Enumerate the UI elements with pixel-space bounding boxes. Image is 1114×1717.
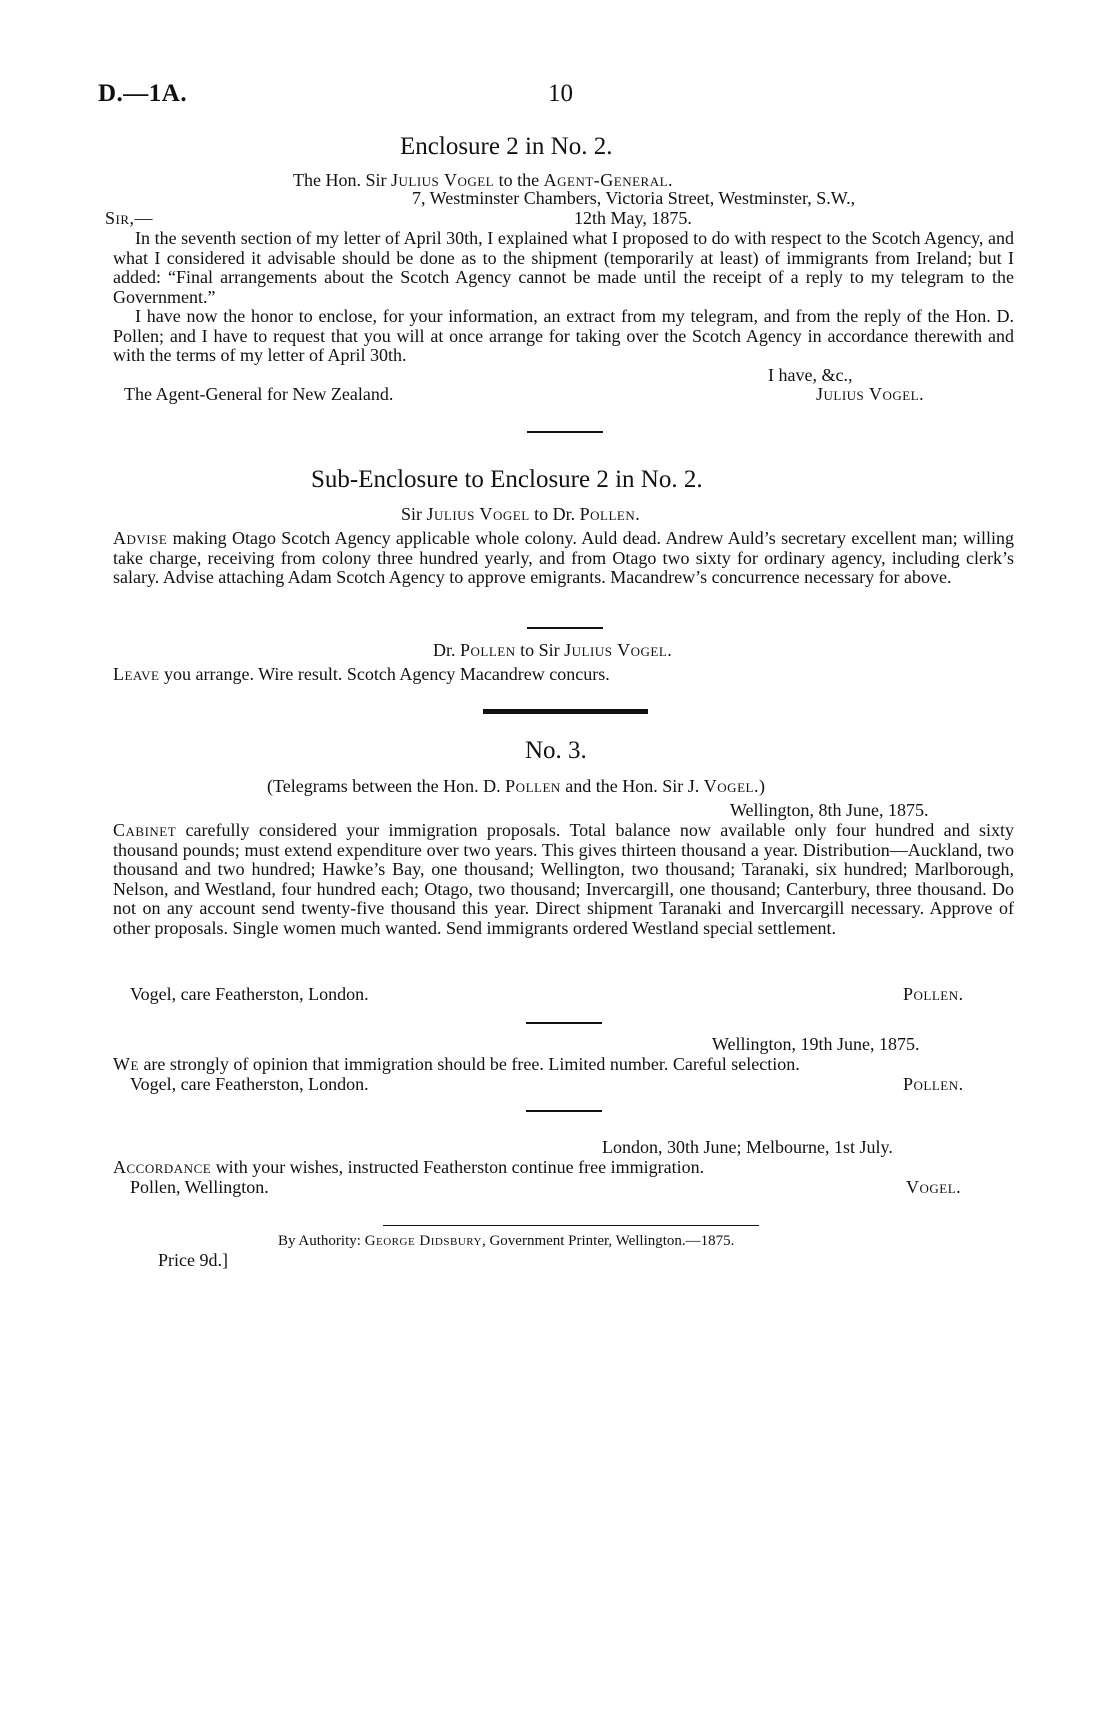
- tel2-lead: We: [113, 1054, 139, 1074]
- telegram-c-address: Pollen, Wellington.: [130, 1177, 269, 1197]
- major-divider: [483, 709, 648, 714]
- telegram-b-divider: [526, 1110, 602, 1112]
- telegram-a-address: Vogel, care Featherston, London.: [130, 984, 369, 1004]
- subtitle-pollen: Pollen: [505, 776, 561, 796]
- t2-body: you arrange. Wire result. Scotch Agency Macandrew concurs.: [159, 664, 610, 684]
- telegram-divider: [527, 627, 603, 629]
- telegram-b-address: Vogel, care Featherston, London.: [130, 1074, 369, 1094]
- telegram-b-text: [113, 1055, 800, 1075]
- telegram-2-header: [433, 641, 672, 661]
- authority-post: , Government Printer, Wellington.—1875.: [481, 1233, 735, 1249]
- tel1-lead: Cabinet: [113, 820, 177, 840]
- telegram-b-signature: Pollen.: [903, 1074, 964, 1094]
- tel1-body: carefully considered your immigration proposals. Total balance now available only four hundred and sixty thousand pounds; must extend expenditure over two years. This gives thirteen thousand a year. Distribution—Auckland, two thousand and two hundred; Hawke’s Bay, one thousand; Wellington, two thousand; Taranaki, six hundred; Marlborough, Nelson, and Westland, four hundred each; Otago, two thousand; Invercargill, one thousand; Canterbury, three thousand. Do not on any account send twenty-five thousand this year. Direct shipment Taranaki and Invercargill necessary. Approve of other proposals. Single women much wanted. Send immigrants ordered Westland special settlement.: [113, 820, 1014, 938]
- tel3-lead: Accordance: [113, 1157, 212, 1177]
- telegram-c-signature: Vogel.: [906, 1177, 962, 1197]
- t1-pre: Sir: [401, 504, 427, 524]
- t1-to: Pollen.: [579, 504, 641, 524]
- document-reference: D.—1A.: [98, 80, 188, 107]
- printer-name: George Didsbury: [364, 1233, 482, 1249]
- t2-from: Pollen: [460, 640, 516, 660]
- telegram-2-text: [113, 665, 610, 685]
- t2-pre: Dr.: [433, 640, 460, 660]
- salutation: Sir,—: [105, 208, 154, 228]
- telegram-c-text: [113, 1158, 704, 1178]
- printer-credit: [278, 1233, 734, 1250]
- subtitle-mid: and the Hon. Sir J.: [560, 776, 704, 796]
- tel3-body: with your wishes, instructed Featherston continue free immigration.: [211, 1157, 705, 1177]
- letter-addressee: The Agent-General for New Zealand.: [124, 384, 394, 404]
- sub-enclosure-heading: Sub-Enclosure to Enclosure 2 in No. 2.: [311, 466, 703, 493]
- letter-paragraph-1: In the seventh section of my letter of April 30th, I explained what I proposed to do with respect to the Scotch Agency, and what I considered it advisable should be done as to the shipment (temporarily at least) of immigrants from Ireland; but I added: “Final arrangements about the Scotch Agency cannot be made until the receipt of a reply to my telegram to the Government.”: [113, 228, 1014, 307]
- letter-paragraph-2: I have now the honor to enclose, for your information, an extract from my telegram, and from the reply of the Hon. D. Pollen; and I have to request that you will at once arrange for taking over the Scotch Agency in accordance therewith and with the terms of my letter of April 30th.: [113, 306, 1014, 365]
- fromto-dest: Agent-General.: [543, 170, 674, 190]
- t1-body: making Otago Scotch Agency applicable whole colony. Auld dead. Andrew Auld’s secretary excellent man; willing take charge, receiving from colony three hundred yearly, and from Otago two sixty for ordinary agency, including clerk’s salary. Advise attaching Adam Scotch Agency to approve emigrants. Macandrew’s concurrence necessary for above.: [113, 528, 1014, 587]
- subtitle-pre: (Telegrams between the Hon. D.: [267, 776, 506, 796]
- subtitle-post: ): [758, 776, 765, 796]
- t2-lead: Leave: [113, 664, 160, 684]
- t1-from: Julius Vogel: [426, 504, 530, 524]
- no3-subtitle: [267, 777, 765, 797]
- page-number: 10: [548, 80, 573, 107]
- footer-rule: [383, 1225, 759, 1226]
- telegram-b-date: Wellington, 19th June, 1875.: [712, 1034, 920, 1054]
- section-divider: [527, 431, 603, 433]
- letter-closing: I have, &c.,: [768, 365, 853, 385]
- fromto-name: Julius Vogel: [391, 170, 495, 190]
- letter-signature: Julius Vogel.: [816, 384, 925, 404]
- t2-mid: to Sir: [515, 640, 565, 660]
- authority-pre: By Authority:: [278, 1233, 365, 1249]
- telegram-a-divider: [526, 1022, 602, 1024]
- telegram-c-date: London, 30th June; Melbourne, 1st July.: [602, 1137, 893, 1157]
- price: Price 9d.]: [158, 1250, 228, 1270]
- no3-heading: No. 3.: [525, 737, 587, 764]
- sender-address: 7, Westminster Chambers, Victoria Street, Westminster, S.W.,: [412, 188, 856, 208]
- t1-lead: Advise: [113, 528, 168, 548]
- tel2-body: are strongly of opinion that immigration should be free. Limited number. Careful selection.: [138, 1054, 800, 1074]
- enclosure-heading: Enclosure 2 in No. 2.: [400, 133, 613, 160]
- fromto-mid: to the: [494, 170, 544, 190]
- t2-to: Julius Vogel.: [564, 640, 673, 660]
- fromto-pre: The Hon. Sir: [293, 170, 391, 190]
- telegram-1-header: [401, 505, 640, 525]
- telegram-a-text: [113, 821, 1014, 938]
- subtitle-vogel: Vogel.: [703, 776, 759, 796]
- t1-mid: to Dr.: [529, 504, 580, 524]
- letter-date: 12th May, 1875.: [574, 208, 692, 228]
- telegram-a-date: Wellington, 8th June, 1875.: [730, 800, 929, 820]
- telegram-a-signature: Pollen.: [903, 984, 964, 1004]
- telegram-1-text: [113, 529, 1014, 588]
